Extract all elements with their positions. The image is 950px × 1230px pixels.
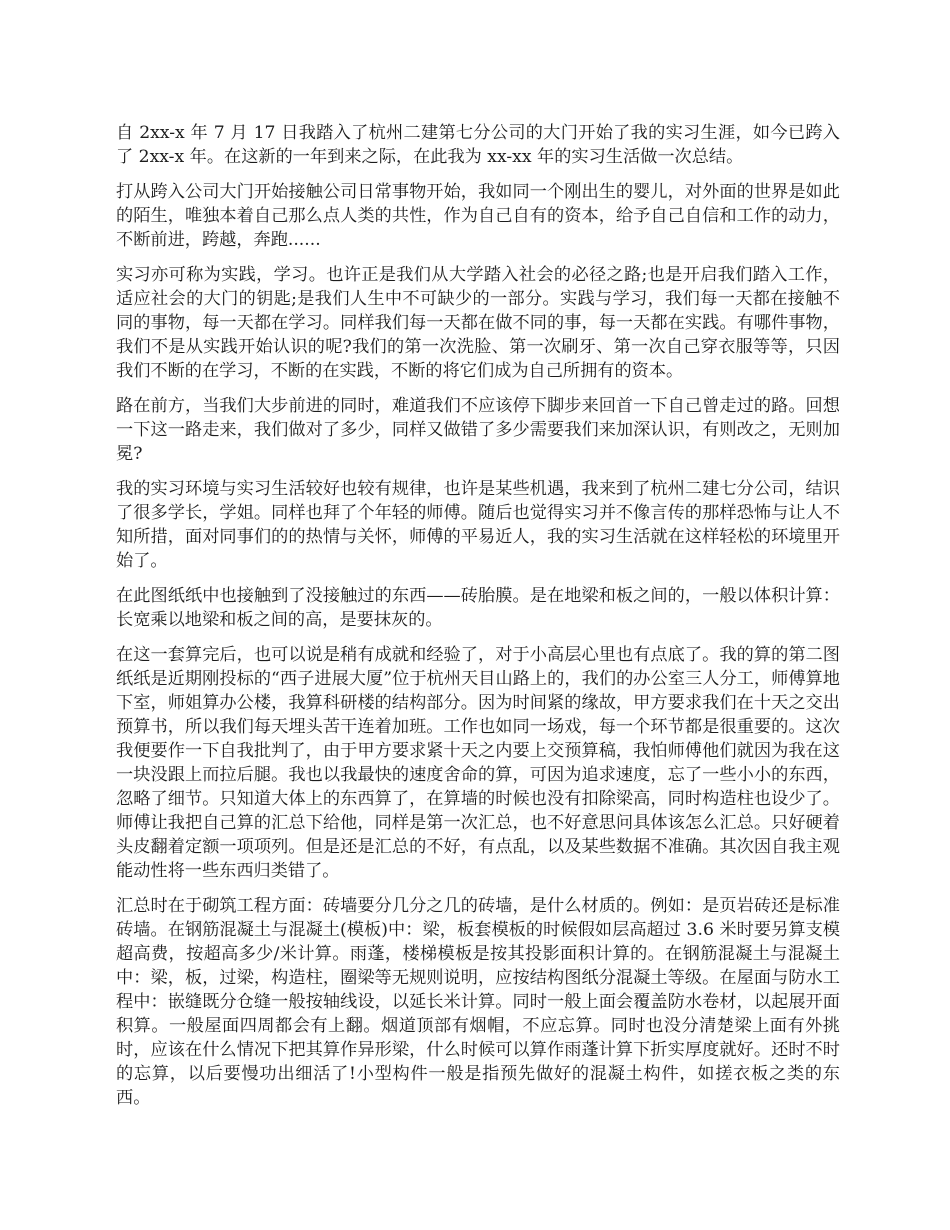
document-body (116, 121, 840, 1121)
paragraph-internship-start: 自 2xx-x 年 7 月 17 日我踏入了杭州二建第七分公司的大门开始了我的实习生涯，如今已跨入了 2xx-x 年。在这新的一年到来之际，在此我为 xx-xx 年的实习生活做一次总结。 (116, 123, 840, 167)
paragraph-summary-notes: 汇总时在于砌筑工程方面：砖墙要分几分之几的砖墙，是什么材质的。例如：是页岩砖还是标准砖墙。在钢筋混凝土与混凝土(模板)中：梁，板套模板的时候假如层高超过 3.6 米时要另算支模超高费，按超高多少/米计算。雨蓬，楼梯模板是按其投影面积计算的。在钢筋混凝土与混凝土中：梁，板，过梁，构造柱，圈梁等无规则说明，应按结构图纸分混凝土等级。在屋面与防水工程中：嵌缝既分仓缝一般按轴线设，以延长米计算。同时一般上面会覆盖防水卷材，以起展开面积算。一般屋面四周都会有上翻。烟道顶部有烟帽，不应忘算。同时也没分清楚梁上面有外挑时，应该在什么情况下把其算作异形梁，什么时候可以算作雨蓬计算下折实厚度就好。还时不时的忘算，以后要慢功出细活了!小型构件一般是指预先做好的混凝土构件，如搓衣板之类的东西。 (116, 896, 840, 1108)
paragraph-brick-formwork: 在此图纸纸中也接触到了没接触过的东西——砖胎膜。是在地梁和板之间的，一般以体积计算：长宽乘以地梁和板之间的高，是要抹灰的。 (116, 586, 840, 630)
paragraph-work-environment: 我的实习环境与实习生活较好也较有规律，也许是某些机遇，我来到了杭州二建七分公司，结识了很多学长，学姐。同样也拜了个年轻的师傅。随后也觉得实习并不像言传的那样恐怖与让人不知所措，面对同事们的的热情与关怀，师傅的平易近人，我的实习生活就在这样轻松的环境里开始了。 (116, 479, 840, 571)
paragraph-first-days: 打从跨入公司大门开始接触公司日常事物开始，我如同一个刚出生的婴儿，对外面的世界是如此的陌生，唯独本着自己那么点人类的共性，作为自己自有的资本，给予自己自信和工作的动力，不断前进，跨越，奔跑...... (116, 182, 840, 250)
paragraph-practice-and-learning: 实习亦可称为实践，学习。也许正是我们从大学踏入社会的必径之路;也是开启我们踏入工作，适应社会的大门的钥匙;是我们人生中不可缺少的一部分。实践与学习，我们每一天都在接触不同的事物，每一天都在学习。同样我们每一天都在做不同的事，每一天都在实践。有哪件事物，我们不是从实践开始认识的呢?我们的第一次洗脸、第一次刷牙、第一次自己穿衣服等等，只因我们不断的在学习，不断的在实践，不断的将它们成为自己所拥有的资本。 (116, 265, 840, 381)
paragraph-reflection: 路在前方，当我们大步前进的同时，难道我们不应该停下脚步来回首一下自己曾走过的路。回想一下这一路走来，我们做对了多少，同样又做错了多少需要我们来加深认识，有则改之，无则加冕? (116, 396, 840, 464)
paragraph-second-drawing-set: 在这一套算完后，也可以说是稍有成就和经验了，对于小高层心里也有点底了。我的算的第二图纸纸是近期刚投标的“西子进展大厦”位于杭州天目山路上的，我们的办公室三人分工，师傅算地下室，师姐算办公楼，我算科研楼的结构部分。因为时间紧的缘故，甲方要求我们在十天之交出预算书，所以我们每天埋头苦干连着加班。工作也如同一场戏，每一个环节都是很重要的。这次我便要作一下自我批判了，由于甲方要求紧十天之内要上交预算稿，我怕师傅他们就因为我在这一块没跟上而拉后腿。我也以我最快的速度舍命的算，可因为追求速度，忘了一些小小的东西，忽略了细节。只知道大体上的东西算了，在算墙的时候也没有扣除梁高，同时构造柱也设少了。师傅让我把自己算的汇总下给他，同样是第一次汇总，也不好意思问具体该怎么汇总。只好硬着头皮翻着定额一项项列。但是还是汇总的不好，有点乱，以及某些数据不准确。其次因自我主观能动性将一些东西归类错了。 (116, 645, 840, 881)
